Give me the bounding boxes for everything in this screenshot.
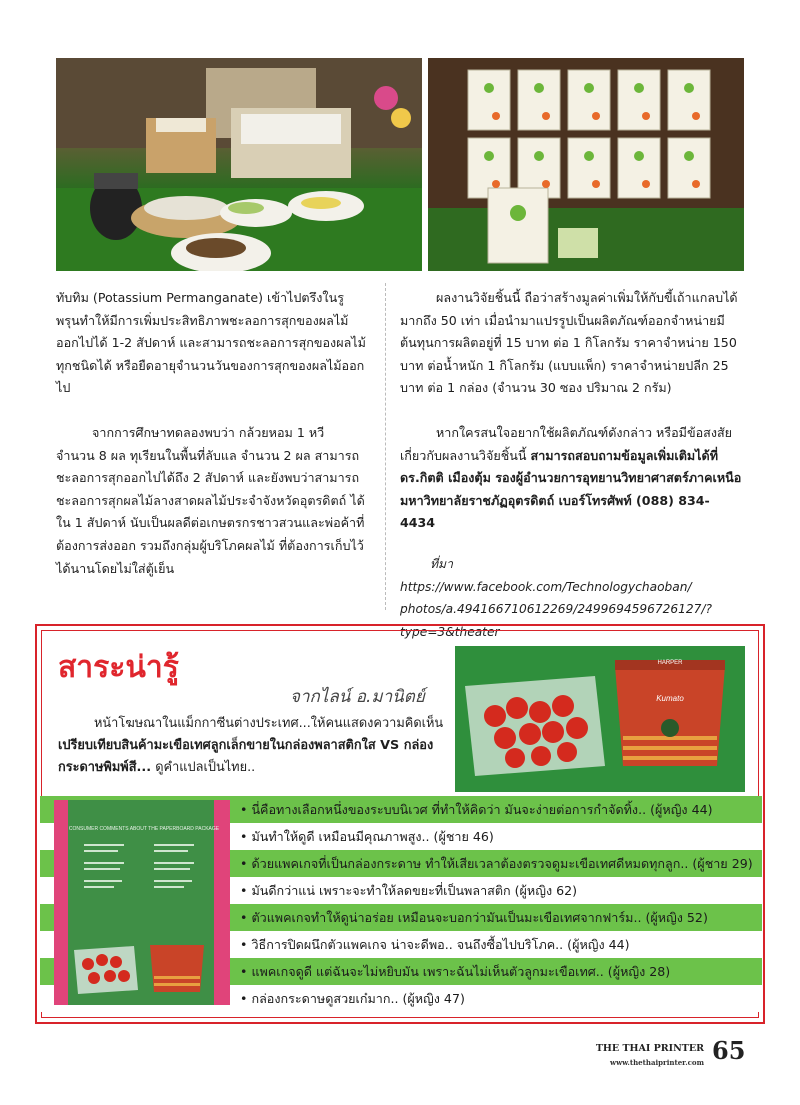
quote-item: • นี่คือทางเลือกหนึ่งของระบบนิเวศ ที่ทำให้คิดว่า มันจะง่ายต่อการกำจัดทิ้ง.. (ผู้หญิง 44)	[240, 802, 713, 817]
page-number: 65	[712, 1036, 746, 1065]
quote-item: • มันทำให้ดูดี เหมือนมีคุณภาพสูง.. (ผู้ชาย 46)	[240, 829, 494, 844]
contact-details: สามารถสอบถามข้อมูลเพิ่มเติมได้ที่ ดร.กิตติ เมืองตุ้ม รองผู้อำนวยการอุทยานวิทยาศาสตร์ภาคเหนือ มหาวิทยาลัยราชภัฏอุตรดิตถ์ เบอร์โทรศัพท์ (088) 834-4434	[400, 447, 742, 531]
source-label: ที่มา	[430, 556, 453, 571]
quote-text: วิธีการปิดผนึกตัวแพคเกจ น่าจะดีพอ.. จนถึงซื้อไปบริโภค.. (ผู้หญิง 44)	[251, 937, 630, 952]
quote-item: • กล่องกระดาษดูสวยเก๋มาก.. (ผู้หญิง 47)	[240, 991, 465, 1006]
right-paragraph-2	[400, 422, 743, 535]
product-boxes-photo	[428, 58, 744, 271]
column-divider	[385, 283, 386, 610]
quote-item: • ตัวแพคเกจทำให้ดูน่าอร่อย เหมือนจะบอกว่ามันเป็นมะเขือเทศจากฟาร์ม.. (ผู้หญิง 52)	[240, 910, 708, 925]
quote-text: มันทำให้ดูดี เหมือนมีคุณภาพสูง.. (ผู้ชาย 46)	[251, 829, 494, 844]
quote-text: กล่องกระดาษดูสวยเก๋มาก.. (ผู้หญิง 47)	[251, 991, 465, 1006]
intro-normal: หน้าโฆษณาในแม็กกาซีนต่างประเทศ...ให้คนแสดงความคิดเห็น	[94, 716, 444, 731]
source-line	[400, 553, 743, 598]
contact-intro: หากใครสนใจอยากใช้ผลิตภัณฑ์ดังกล่าว หรือมีข้อสงสัยเกี่ยวกับผลงานวิจัยชิ้นนี้	[400, 424, 733, 463]
quote-item: • วิธีการปิดผนึกตัวแพคเกจ น่าจะดีพอ.. จนถึงซื้อไปบริโภค.. (ผู้หญิง 44)	[240, 937, 630, 952]
quote-text: นี่คือทางเลือกหนึ่งของระบบนิเวศ ที่ทำให้คิดว่า มันจะง่ายต่อการกำจัดทิ้ง.. (ผู้หญิง 44)	[251, 802, 713, 817]
quote-item: • แพคเกจดูดี แต่ฉันจะไม่หยิบมัน เพราะฉันไม่เห็นตัวลูกมะเขือเทศ.. (ผู้หญิง 28)	[240, 964, 671, 979]
box-title: สาระน่ารู้	[58, 650, 179, 685]
left-column	[56, 287, 366, 580]
quote-text: แพคเกจดูดี แต่ฉันจะไม่หยิบมัน เพราะฉันไม่เห็นตัวลูกมะเขือเทศ.. (ผู้หญิง 28)	[251, 964, 671, 979]
right-column	[400, 287, 743, 643]
quote-text: ด้วยแพคเกจที่เป็นกล่องกระดาษ ทำให้เสียเวลาต้องตรวจดูมะเขือเทศดีหมดทุกลูก.. (ผู้ชาย 29)	[251, 856, 753, 871]
book-text: CONSUMER COMMENTS ABOUT THE PAPERBOARD PACKAGE	[68, 826, 220, 832]
quote-item: • ด้วยแพคเกจที่เป็นกล่องกระดาษ ทำให้เสียเวลาต้องตรวจดูมะเขือเทศดีหมดทุกลูก.. (ผู้ชาย 29)	[240, 856, 753, 871]
intro-end: ดูคำแปลเป็นไทย..	[151, 760, 256, 775]
source-url-1[interactable]: https://www.facebook.com/Technologychaoban/	[400, 579, 692, 594]
magazine-ad-photo	[54, 800, 230, 1005]
intro-bold: เปรียบเทียบสินค้ามะเขือเทศลูกเล็กขายในกล่องพลาสติกใส VS กล่องกระดาษพิมพ์สี...	[58, 738, 434, 775]
footer-url[interactable]: www.thethaiprinter.com	[610, 1058, 704, 1067]
exhibit-photo-table	[56, 58, 422, 271]
quote-text: ตัวแพคเกจทำให้ดูน่าอร่อย เหมือนจะบอกว่ามันเป็นมะเขือเทศจากฟาร์ม.. (ผู้หญิง 52)	[251, 910, 708, 925]
left-paragraph-1: ทับทิม (Potassium Permanganate) เข้าไปตรึงในรูพรุนทำให้มีการเพิ่มประสิทธิภาพชะลอการสุกของผลไม้ออกไปได้ 1-2 สัปดาห์ และสามารถชะลอการสุกของผลไม้ทุกชนิดได้ หรือยืดอายุจำนวนวันของการสุกของผลไม้ออกไป	[56, 290, 366, 396]
footer-brand: THE THAI PRINTER	[595, 1043, 704, 1054]
box-intro	[58, 713, 446, 779]
right-paragraph-1: ผลงานวิจัยชิ้นนี้ ถือว่าสร้างมูลค่าเพิ่มให้กับขี้เถ้าแกลบได้มากถึง 50 เท่า เมื่อนำมาแปรรูปเป็นผลิตภัณฑ์ออกจำหน่ายมีต้นทุนการผลิตอยู่ที่ 15 บาท ต่อ 1 กิโลกรัม ราคาจำหน่าย 150 บาท ต่อน้ำหนัก 1 กิโลกรัม (แบบแพ็ก) ราคาจำหน่ายปลีก 25 บาท ต่อ 1 กล่อง (จำนวน 30 ซอง ปริมาณ 2 กรัม)	[400, 290, 738, 396]
left-paragraph-2: จากการศึกษาทดลองพบว่า กล้วยหอม 1 หวี จำนวน 8 ผล ทุเรียนในพื้นที่ลับแล จำนวน 2 ผล สามารถชะลอการสุกออกไปได้ถึง 2 สัปดาห์ และยังพบว่าสามารถชะลอการสุกผลไม้ลางสาดผลไม้ประจำจังหวัดอุตรดิตถ์ ได้ใน 1 สัปดาห์ นับเป็นผลดีต่อเกษตรกรชาวสวนและพ่อค้าที่ต้องการส่งออก รวมถึงกลุ่มผู้บริโภคผลไม้ ที่ต้องการเก็บไว้ได้นานโดยไม่ใส่ตู้เย็น	[56, 424, 365, 576]
quote-item: • มันดีกว่าแน่ เพราะจะทำให้ลดขยะที่เป็นพลาสติก (ผู้หญิง 62)	[240, 883, 578, 898]
tomato-product: Kumato	[656, 694, 684, 703]
tomato-brand: HARPER	[657, 660, 683, 666]
source-url-2[interactable]: photos/a.494166710612269/2499694596726127/?type=3&theater	[400, 602, 713, 639]
tomato-packages-photo	[455, 646, 745, 792]
quote-text: มันดีกว่าแน่ เพราะจะทำให้ลดขยะที่เป็นพลาสติก (ผู้หญิง 62)	[251, 883, 578, 898]
box-subtitle: จากไลน์ อ.มานิตย์	[290, 687, 425, 707]
